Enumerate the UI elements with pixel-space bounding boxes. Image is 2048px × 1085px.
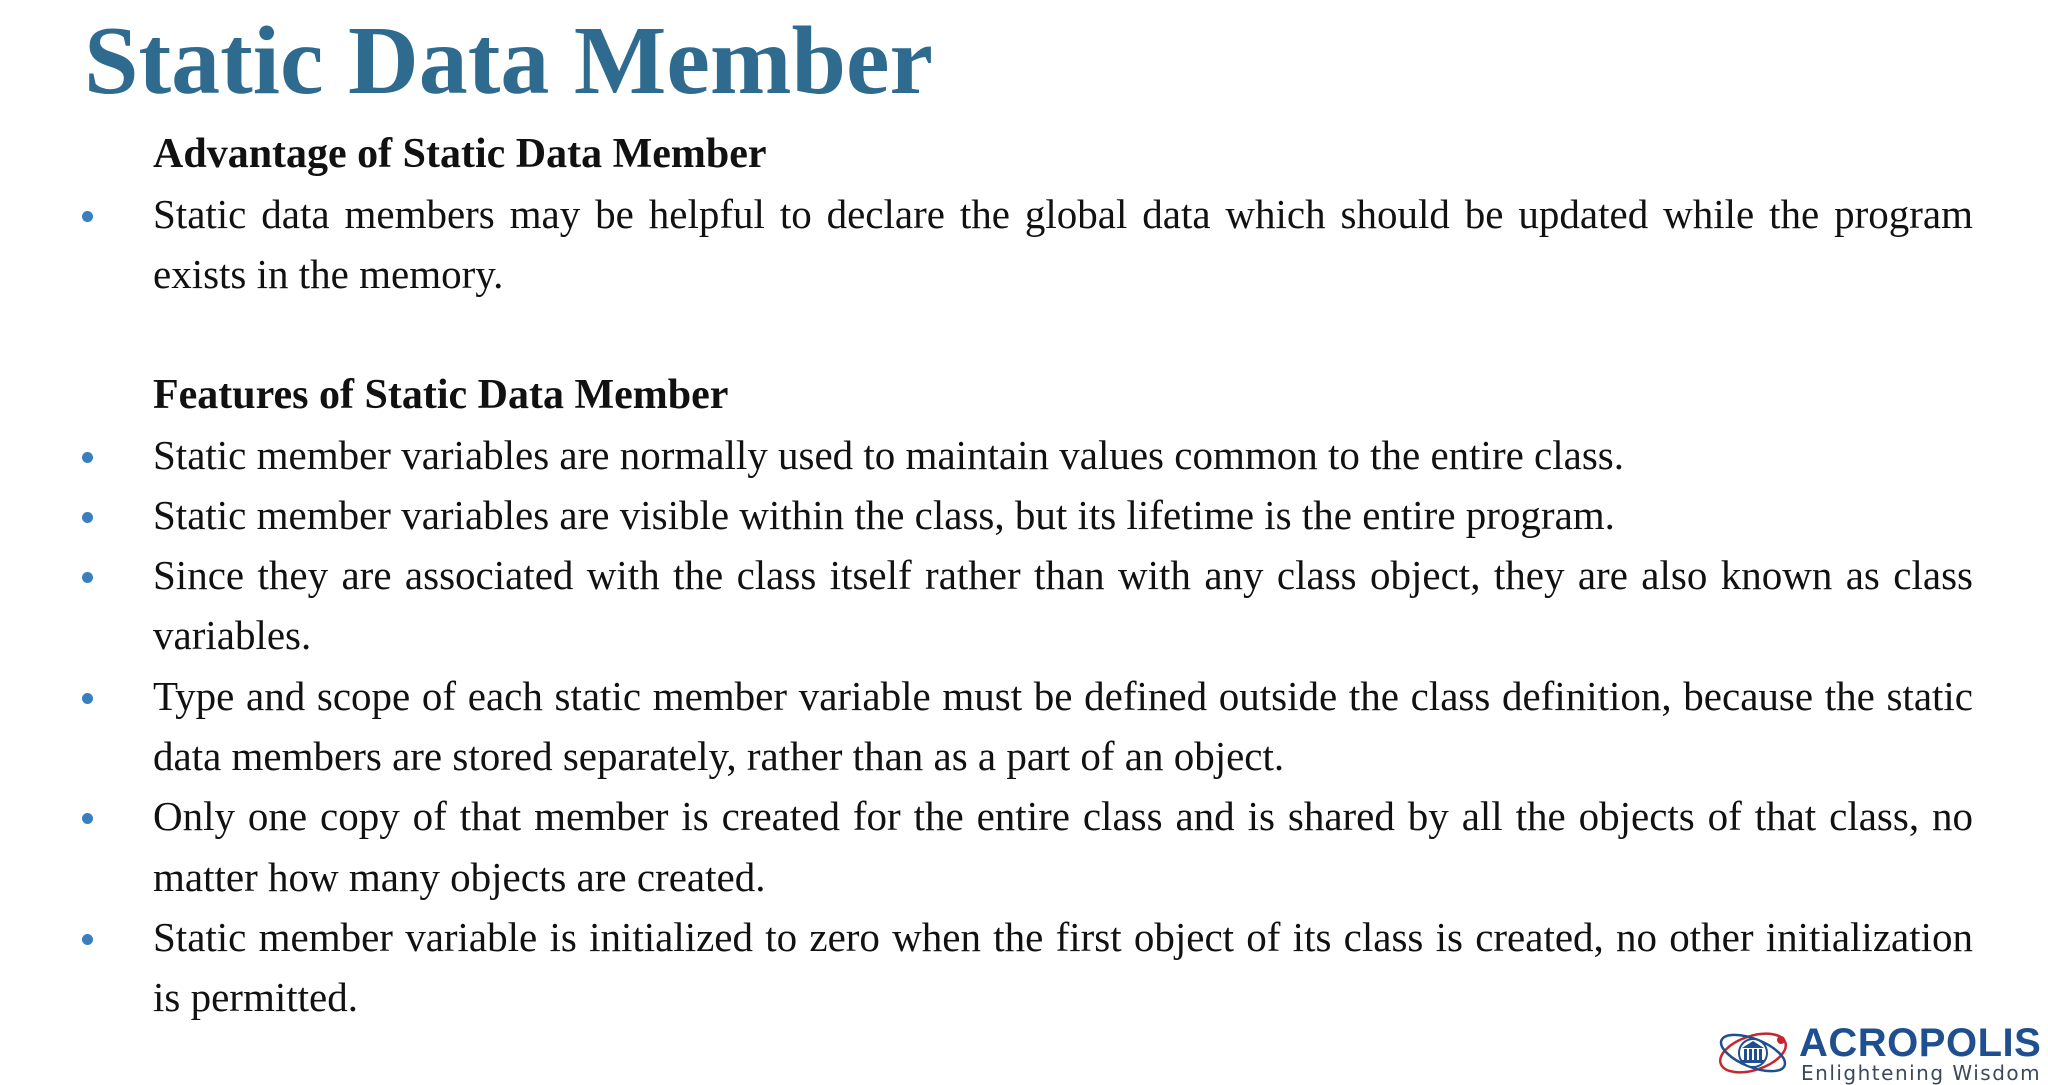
list-item: [0, 666, 1973, 787]
features-heading: Features of Static Data Member: [153, 371, 729, 418]
logo-tagline: Enlightening Wisdom: [1801, 1061, 2042, 1085]
bullet-icon: [82, 572, 93, 583]
bullet-text: Static member variables are normally used to maintain values common to the entire class.: [153, 431, 1624, 478]
list-item: [0, 786, 1973, 907]
advantage-heading: Advantage of Static Data Member: [153, 131, 767, 177]
bullet-icon: [82, 452, 93, 463]
advantage-section: [0, 124, 2048, 305]
bullet-text: Only one copy of that member is created for the entire class and is shared by all the objects of that class, no matter how many objects are created.: [153, 793, 1973, 900]
bullet-text: Static data members may be helpful to declare the global data which should be updated while the program exists in the memory.: [153, 191, 1973, 298]
list-item: [0, 545, 1973, 666]
logo-name: ACROPOLIS: [1799, 1021, 2042, 1065]
bullet-text: Since they are associated with the class itself rather than with any class object, they are also known as class variables.: [153, 552, 1973, 659]
bullet-text: Static member variable is initialized to zero when the first object of its class is created, no other initialization is permitted.: [153, 913, 1973, 1021]
acropolis-logo: [1715, 1021, 2042, 1085]
list-item: [0, 184, 1973, 305]
acropolis-emblem-icon: [1715, 1024, 1795, 1082]
section-spacer: [0, 305, 2048, 365]
slide-content: [0, 124, 2048, 1028]
features-section: [0, 365, 2048, 1028]
advantage-list: [0, 184, 2048, 305]
bullet-icon: [82, 211, 93, 222]
features-list: [0, 425, 2048, 1028]
list-item: [0, 485, 1973, 545]
bullet-text: Type and scope of each static member variable must be defined outside the class definition, because the static data members are stored separately, rather than as a part of an object.: [153, 672, 1973, 780]
bullet-text: Static member variables are visible within the class, but its lifetime is the entire program.: [153, 491, 1615, 538]
bullet-icon: [82, 813, 93, 824]
bullet-icon: [82, 693, 93, 704]
bullet-icon: [82, 512, 93, 523]
list-item: [0, 907, 1973, 1028]
bullet-icon: [82, 934, 93, 945]
slide-title: Static Data Member: [84, 7, 934, 115]
list-item: [0, 425, 1973, 485]
